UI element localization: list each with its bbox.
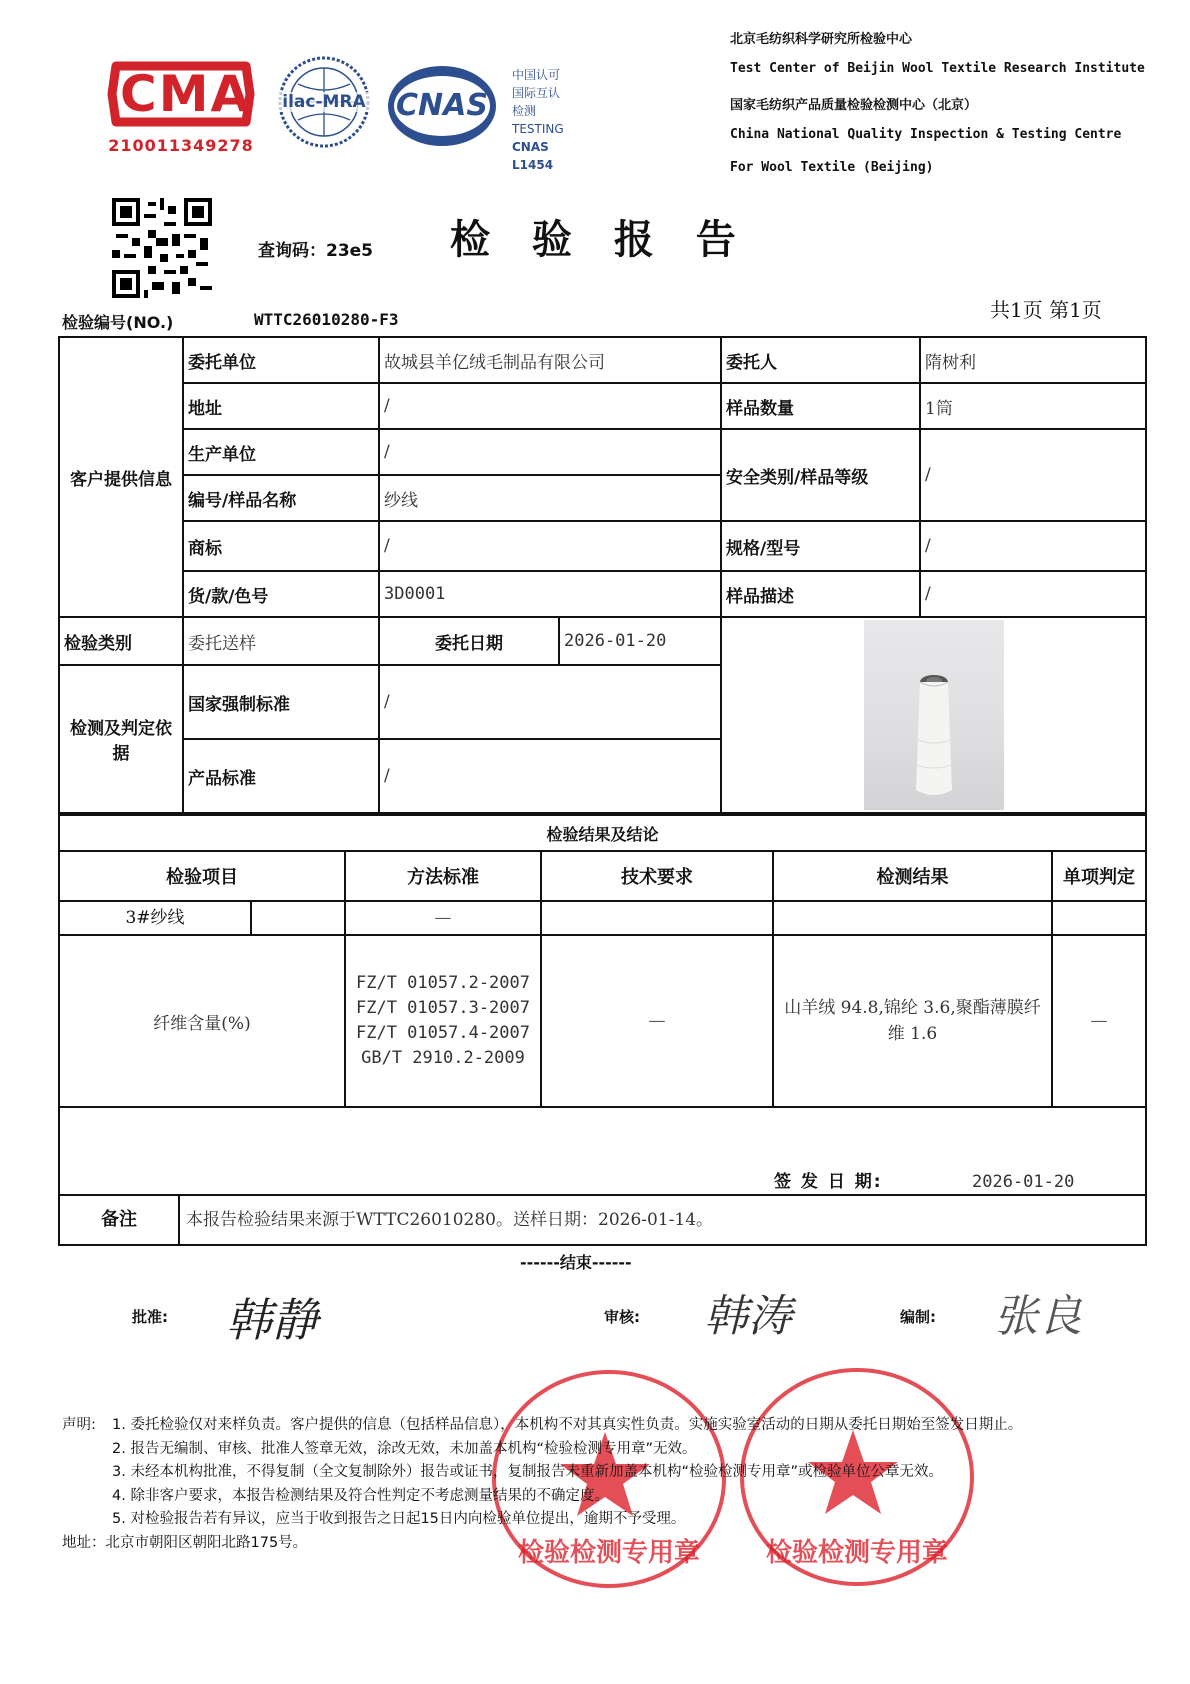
client-info-section-label: 客户提供信息 — [59, 337, 183, 617]
stamp-text: 检验检测专用章 — [765, 1538, 948, 1568]
declaration-label: 声明: — [62, 1417, 96, 1433]
safety-category-label: 安全类别/样品等级 — [721, 429, 920, 521]
report-title: 检 验 报 告 — [450, 216, 750, 263]
query-code: 查询码：23e5 — [258, 241, 374, 261]
sample-qty-value: 1筒 — [920, 383, 1146, 429]
result-method: GB/T 2910.2-2009 — [361, 1048, 525, 1068]
result-method: FZ/T 01057.2-2007 — [356, 973, 530, 993]
sample-qty-label: 样品数量 — [721, 383, 920, 429]
entrust-date-label: 委托日期 — [379, 617, 559, 665]
declaration — [62, 1414, 1172, 1555]
ilac-text: ilac-MRA — [276, 92, 372, 112]
cma-number: 210011349278 — [108, 136, 254, 155]
review-label: 审核: — [604, 1308, 640, 1326]
ilac-mra-logo — [276, 52, 372, 152]
national-std-value: / — [379, 665, 721, 739]
header-result: 检测结果 — [773, 851, 1052, 901]
institute-line: Test Center of Beijin Wool Textile Research Institute — [730, 61, 1145, 76]
result-method: FZ/T 01057.4-2007 — [356, 1023, 530, 1043]
inspection-type-label: 检验类别 — [59, 617, 183, 665]
sample-name-value: 纱线 — [379, 475, 721, 521]
client-info-table — [58, 336, 1147, 814]
sample-photo-cell — [721, 617, 1146, 813]
declaration-item: 5. 对检验报告若有异议，应当于收到报告之日起15日内向检验单位提出，逾期不予受理。 — [112, 1511, 686, 1527]
declaration-item: 1. 委托检验仅对来样负责。客户提供的信息（包括样品信息），本机构不对其真实性负责。实施实验室活动的日期从委托日期始至签发日期止。 — [112, 1417, 1023, 1433]
remarks-label: 备注 — [60, 1196, 180, 1244]
cnas-side-line: TESTING — [512, 122, 564, 136]
end-mark: ------结束------ — [520, 1253, 632, 1272]
issue-date: 2026-01-20 — [972, 1172, 1075, 1192]
remarks-row — [59, 1195, 1146, 1245]
client-value: 故城县羊亿绒毛制品有限公司 — [379, 337, 721, 383]
declaration-item: 3. 未经本机构批准，不得复制（全文复制除外）报告或证书，复制报告未重新加盖本机构“检验检测专用章”或检验单位公章无效。 — [112, 1464, 943, 1480]
institute-line: China National Quality Inspection & Testing Centre — [730, 127, 1122, 142]
cnas-side-text — [512, 66, 592, 174]
issue-date-row — [59, 1107, 1146, 1195]
compile-signature: 张良 — [994, 1291, 1082, 1342]
sample-row-empty — [541, 901, 773, 935]
cma-letters: CMA — [120, 65, 252, 123]
trademark-label: 商标 — [183, 521, 379, 571]
declaration-item: 2. 报告无编制、审核、批准人签章无效，涂改无效，未加盖本机构“检验检测专用章”无效。 — [112, 1440, 697, 1457]
stamp-text: 检验检测专用章 — [517, 1538, 700, 1568]
approve-signature: 韩静 — [226, 1293, 318, 1347]
results-section-title: 检验结果及结论 — [59, 815, 1146, 851]
sample-desc-label: 样品描述 — [721, 571, 920, 617]
manufacturer-label: 生产单位 — [183, 429, 379, 475]
sample-photo — [864, 620, 1004, 810]
product-std-label: 产品标准 — [183, 739, 379, 813]
address-label: 地址 — [183, 383, 379, 429]
result-value: 山羊绒 94.8,锦纶 3.6,聚酯薄膜纤维 1.6 — [773, 935, 1052, 1107]
institute-info — [730, 28, 1180, 193]
cnas-side-line: CNAS L1454 — [512, 140, 554, 172]
sample-row-empty — [773, 901, 1052, 935]
address-line: 地址：北京市朝阳区朝阳北路175号。 — [62, 1534, 308, 1551]
national-std-label: 国家强制标准 — [183, 665, 379, 739]
product-std-value: / — [379, 739, 721, 813]
institute-line: For Wool Textile (Beijing) — [730, 160, 934, 175]
cnas-side-line: 中国认可 — [512, 68, 561, 82]
sample-row-method: — — [345, 901, 541, 935]
client-contact-label: 委托人 — [721, 337, 920, 383]
address-value: / — [379, 383, 721, 429]
entrust-date-value: 2026-01-20 — [559, 617, 721, 665]
result-judgement: — — [1052, 935, 1146, 1107]
header-item: 检验项目 — [59, 851, 345, 901]
review-signature: 韩涛 — [704, 1291, 792, 1342]
institute-line: 国家毛纺织产品质量检验检测中心（北京） — [730, 98, 978, 113]
issue-date-label: 签 发 日 期: — [774, 1172, 883, 1192]
sample-desc-value: / — [920, 571, 1146, 617]
trademark-value: / — [379, 521, 721, 571]
compile-label: 编制: — [900, 1308, 936, 1326]
remarks-text: 本报告检验结果来源于WTTC26010280。送样日期：2026-01-14。 — [186, 1210, 714, 1230]
header-method: 方法标准 — [345, 851, 541, 901]
report-no: WTTC26010280-F3 — [254, 310, 399, 329]
cma-logo — [106, 58, 256, 158]
declaration-item: 4. 除非客户要求，本报告检测结果及符合性判定不考虑测量结果的不确定度。 — [112, 1487, 609, 1504]
inspection-type-value: 委托送样 — [183, 617, 379, 665]
result-method-cell — [345, 935, 541, 1107]
sample-row-item-cell — [59, 901, 345, 935]
cnas-side-line: 国际互认 — [512, 86, 561, 100]
approve-label: 批准: — [132, 1308, 168, 1326]
cnas-word: CNAS — [396, 88, 488, 123]
color-no-label: 货/款/色号 — [183, 571, 379, 617]
cnas-logo — [386, 64, 586, 172]
header-requirement: 技术要求 — [541, 851, 773, 901]
spec-label: 规格/型号 — [721, 521, 920, 571]
client-contact-value: 隋树利 — [920, 337, 1146, 383]
institute-line: 北京毛纺织科学研究所检验中心 — [730, 32, 913, 47]
result-requirement: — — [541, 935, 773, 1107]
qr-code-icon — [112, 198, 212, 298]
client-label: 委托单位 — [183, 337, 379, 383]
report-no-label: 检验编号(NO.) — [62, 313, 174, 332]
spec-value: / — [920, 521, 1146, 571]
yarn-cone-icon — [864, 620, 1004, 810]
cnas-side-line: 检测 — [512, 104, 537, 118]
page-info: 共1页 第1页 — [990, 298, 1102, 322]
color-no-value: 3D0001 — [379, 571, 721, 617]
basis-label: 检测及判定依据 — [59, 665, 183, 813]
safety-category-value: / — [920, 429, 1146, 521]
result-method: FZ/T 01057.3-2007 — [356, 998, 530, 1018]
qr-code — [112, 198, 212, 298]
header-judgement: 单项判定 — [1052, 851, 1146, 901]
result-item: 纤维含量(%) — [59, 935, 345, 1107]
manufacturer-value: / — [379, 429, 721, 475]
results-table — [58, 814, 1147, 1246]
sample-name-label: 编号/样品名称 — [183, 475, 379, 521]
sample-row-empty — [1052, 901, 1146, 935]
sample-row-item: 3#纱线 — [60, 902, 252, 934]
